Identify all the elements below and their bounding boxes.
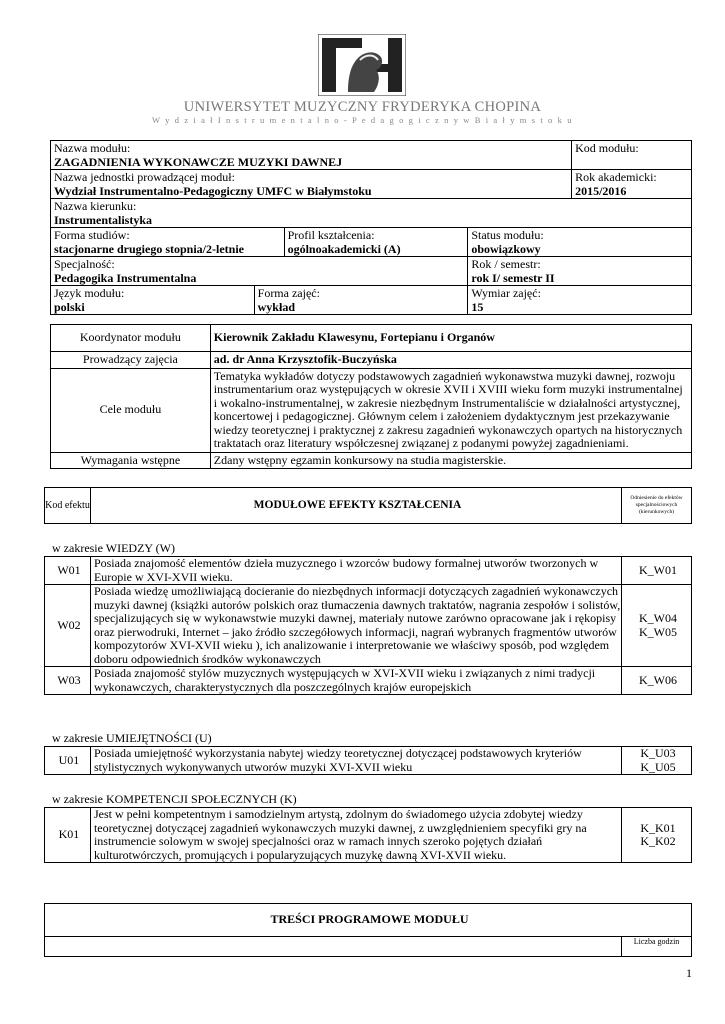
effect-reference xyxy=(622,747,692,775)
specialty-label: Specjalność: xyxy=(54,257,115,271)
effect-code: W02 xyxy=(45,585,91,667)
effect-reference xyxy=(622,808,692,863)
unit-value: Wydział Instrumentalno-Pedagogiczny UMFC w Białymstoku xyxy=(54,183,372,198)
language-cell xyxy=(51,286,255,315)
year-semester-cell xyxy=(468,257,692,286)
effect-reference xyxy=(622,557,692,585)
effect-reference xyxy=(622,667,692,695)
coordinator-label: Koordynator modułu xyxy=(51,325,211,352)
university-name: UNIWERSYTET MUZYCZNY FRYDERYKA CHOPINA xyxy=(183,99,542,115)
specialty-value: Pedagogika Instrumentalna xyxy=(54,270,197,285)
program-hours-label: Liczba godzin xyxy=(622,937,692,957)
year-cell xyxy=(572,170,692,199)
effect-ref: K_K02 xyxy=(640,834,676,848)
effect-text: Jest w pełni kompetentnym i samodzielnym artystą, zdolnym do świadomego użycia zdobytej wiedzy teoretycznej dotyczącej zagadnień wykonawczych muzyki dawnej, z uwzględnieniem specyfiki gry na instrumencie solowym w swojej specjalności oraz w ramach innych szeroko pojętych działań kulturotwórczych, promujących i popularyzujących muzykę dawną XVI-XVII wieku. xyxy=(90,808,621,863)
class-form-value: wykład xyxy=(257,299,295,314)
effect-reference-label: Odniesienie do efektów specjalnościowych (kierunkowych) xyxy=(622,488,692,524)
knowledge-section-title: w zakresie WIEDZY (W) xyxy=(52,541,175,555)
language-label: Język modułu: xyxy=(54,286,125,300)
university-logo xyxy=(318,34,406,96)
module-name: ZAGADNIENIA WYKONAWCZE MUZYKI DAWNEJ xyxy=(54,154,343,169)
year-value: 2015/2016 xyxy=(575,183,627,198)
effect-code: K01 xyxy=(45,808,91,863)
effect-reference xyxy=(622,585,692,667)
competences-table xyxy=(44,807,692,863)
effect-ref: K_U03 xyxy=(640,746,676,760)
competences-section-title: w zakresie KOMPETENCJI SPOŁECZNYCH (K) xyxy=(52,792,297,806)
module-code-label: Kod modułu: xyxy=(575,141,639,155)
field-label: Nazwa kierunku: xyxy=(54,199,137,213)
module-code-cell xyxy=(572,141,692,170)
requirements-value: Zdany wstępny egzamin konkursowy na studia magisterskie. xyxy=(210,452,691,469)
effect-ref: K_W04 xyxy=(639,611,678,625)
program-content-cell xyxy=(45,937,622,957)
field-value: Instrumentalistyka xyxy=(54,212,153,227)
program-title: TREŚCI PROGRAMOWE MODUŁU xyxy=(45,904,692,937)
profile-value: ogólnoakademicki (A) xyxy=(287,241,401,256)
specialty-cell xyxy=(51,257,468,286)
unit-cell xyxy=(51,170,572,199)
unit-label: Nazwa jednostki prowadzącej moduł: xyxy=(54,170,235,184)
coordinator-value: Kierownik Zakładu Klawesynu, Fortepianu i Organów xyxy=(210,325,691,352)
study-form-value: stacjonarne drugiego stopnia/2-letnie xyxy=(54,241,244,256)
lecturer-value: ad. dr Anna Krzysztofik-Buczyńska xyxy=(210,352,691,369)
study-form-label: Forma studiów: xyxy=(54,228,130,242)
field-cell xyxy=(51,199,692,228)
effect-code-label: Kod efektu xyxy=(45,488,91,524)
effect-ref: K_W06 xyxy=(639,672,678,687)
lecturer-label: Prowadzący zajęcia xyxy=(51,352,211,369)
year-label: Rok akademicki: xyxy=(575,170,657,184)
module-name-cell xyxy=(51,141,572,170)
effect-text: Posiada wiedzę umożliwiającą docieranie do niezbędnych informacji dotyczących zagadnień wykonawczych muzyki dawnej (książki autorów polskich oraz tłumaczenia dawnych traktatów, nagrania zespołów i solistów, specjalizujących się w wykonawstwie muzyki dawnej, materiały nutowe zarówno opracowane jak i rękopisy oraz pierwodruki, Internet – jako źródło szczegółowych informacji, nagrań wybranych fragmentów utworów kompozytorów XVI-XVII wieku ), ich analizowanie i interpretowanie we właściwy sposób, pod względem doboru odpowiednich środków wykonawczych xyxy=(90,585,621,667)
effect-text: Posiada umiejętność wykorzystania nabytej wiedzy teoretycznej dotyczącej podstawowych kryteriów stylistycznych wykonywanych utworów muzyki XVI-XVII wieku xyxy=(90,747,621,775)
faculty-name: W y d z i a ł I n s t r u m e n t a l n o - P e d a g o g i c z n y w B i a ł y m s t o k u xyxy=(151,115,574,125)
hours-label: Wymiar zajęć: xyxy=(471,286,541,300)
staff-table xyxy=(50,324,692,469)
year-semester-label: Rok / semestr: xyxy=(471,257,541,271)
class-form-cell xyxy=(254,286,468,315)
skills-table xyxy=(44,746,692,775)
year-semester-value: rok I/ semestr II xyxy=(471,270,555,285)
status-label: Status modułu: xyxy=(471,228,544,242)
study-form-cell xyxy=(51,228,285,257)
effect-text: Posiada znajomość elementów dzieła muzycznego i wzorców budowy formalnej utworów tworzonych w Europie w XVI-XVII wieku. xyxy=(90,557,621,585)
language-value: polski xyxy=(54,299,85,314)
effect-ref: K_U05 xyxy=(640,759,676,774)
module-info-table xyxy=(50,140,692,315)
profile-cell xyxy=(284,228,468,257)
requirements-label: Wymagania wstępne xyxy=(51,452,211,469)
status-value: obowiązkowy xyxy=(471,241,541,256)
effects-title: MODUŁOWE EFEKTY KSZTAŁCENIA xyxy=(90,488,621,524)
module-name-label: Nazwa modułu: xyxy=(54,141,131,155)
effect-text: Posiada znajomość stylów muzycznych występujących w XVI-XVII wieku i związanych z nimi tradycji wykonawczych, charakterystycznych dla poszczególnych krajów europejskich xyxy=(90,667,621,695)
hours-cell xyxy=(468,286,692,315)
effect-code: W03 xyxy=(45,667,91,695)
effect-ref: K_K01 xyxy=(640,820,676,835)
effect-ref: K_W05 xyxy=(639,624,678,639)
effect-ref: K_W01 xyxy=(639,562,678,577)
program-table xyxy=(44,903,692,957)
class-form-label: Forma zajęć: xyxy=(257,286,320,300)
page-number: 1 xyxy=(686,966,692,980)
effect-code: U01 xyxy=(45,747,91,775)
hours-value: 15 xyxy=(471,299,484,314)
status-cell xyxy=(468,228,692,257)
goals-value: Tematyka wykładów dotyczy podstawowych zagadnień wykonawstwa muzyki dawnej, rozwoju instrumentarium oraz występujących w okresie XVII i XVIII wieku form muzyki instrumentalnej i wokalno-instrumentalnej, w zakresie niezbędnym Instrumentaliście w działalności artystycznej, koncertowej i pedagogicznej. Głównym celem i założeniem dydaktycznym jest przekazywanie wiedzy teoretycznej i praktycznej z zakresu zagadnień wykonawczych opartych na historycznych traktatach oraz literatury współczesnej związanej z podanymi powyżej zagadnieniami. xyxy=(210,368,691,452)
goals-label: Cele modułu xyxy=(51,368,211,452)
skills-section-title: w zakresie UMIEJĘTNOŚCI (U) xyxy=(52,731,212,745)
knowledge-table xyxy=(44,556,692,695)
effects-header-table xyxy=(44,487,692,524)
effect-code: W01 xyxy=(45,557,91,585)
profile-label: Profil kształcenia: xyxy=(287,228,375,242)
